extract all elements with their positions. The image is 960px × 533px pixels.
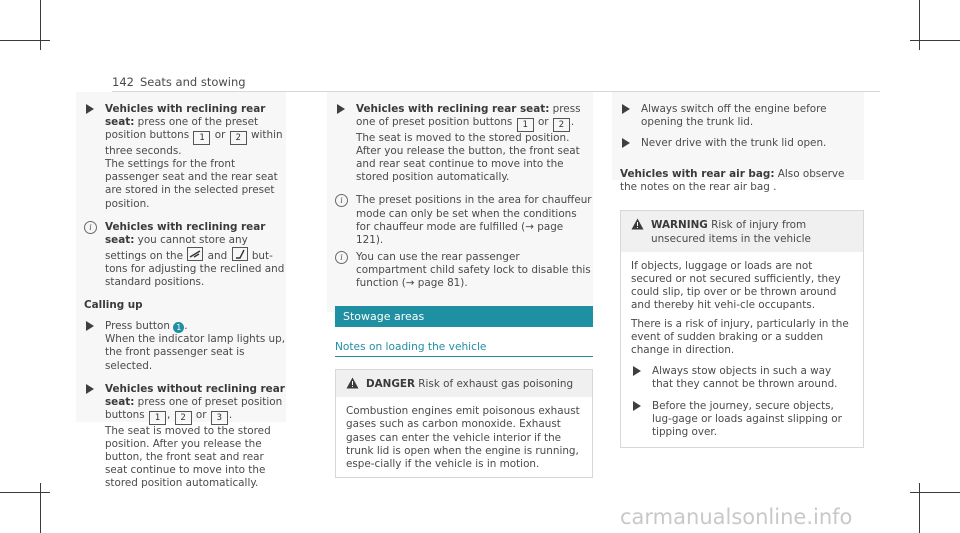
bullet-arrow-icon bbox=[337, 104, 345, 114]
crop-mark bbox=[40, 0, 41, 50]
warning-paragraph: If objects, luggage or loads are not secured or not secured sufficiently, they could slip, tip over or be thrown around and thereby hit vehi-cle occupants. bbox=[631, 259, 841, 311]
info-icon: i bbox=[335, 194, 348, 207]
preset-2-button-icon: 2 bbox=[553, 118, 570, 132]
bullet-arrow-icon bbox=[633, 401, 641, 411]
warning-paragraph: There is a risk of injury, particularly in the event of sudden braking or a sudden change in direction. bbox=[631, 318, 849, 357]
danger-header bbox=[336, 370, 592, 397]
warning-header bbox=[621, 211, 863, 251]
list-item: Always switch off the engine before opening the trunk lid. bbox=[620, 103, 864, 129]
list-item: Before the journey, secure objects, lug-gage or loads against slipping or tipping over. bbox=[631, 400, 853, 439]
bullet-arrow-icon bbox=[86, 104, 94, 114]
crop-mark bbox=[919, 0, 920, 50]
preset-3-button-icon: 3 bbox=[211, 411, 228, 425]
bullet-arrow-icon bbox=[622, 138, 630, 148]
info-note: i Vehicles with reclining rear seat: you cannot store any settings on the and but-tons for adjusting the reclined and standard positions. bbox=[84, 221, 289, 289]
warning-body bbox=[621, 252, 863, 447]
preset-2-button-icon: 2 bbox=[230, 131, 247, 145]
list-item: Vehicles with reclining rear seat: press one of the preset position buttons 1 or 2 within three seconds. The settings for the front passenger seat and the rear seat are stored in the selected preset position. bbox=[84, 103, 289, 211]
preset-1-button-icon: 1 bbox=[517, 118, 534, 132]
bullet-arrow-icon bbox=[86, 384, 94, 394]
list-item: Always stow objects in such a way that they cannot be thrown around. bbox=[631, 365, 853, 391]
danger-label: DANGER bbox=[366, 378, 415, 391]
seat-upright-icon bbox=[232, 247, 248, 261]
section-banner: Stowage areas bbox=[335, 306, 593, 327]
danger-body: Combustion engines emit poisonous exhaust gases such as carbon monoxide. Exhaust gases can enter the vehicle interior if the trunk lid is open when the engine is running, espe-cially if the vehicle is in motion. bbox=[336, 397, 592, 476]
list-item: Never drive with the trunk lid open. bbox=[620, 137, 864, 150]
column-1 bbox=[84, 103, 289, 500]
column-3 bbox=[620, 103, 864, 448]
danger-box bbox=[335, 369, 593, 478]
bullet-arrow-icon bbox=[622, 104, 630, 114]
callout-1-icon: 1 bbox=[173, 322, 184, 333]
crop-mark bbox=[910, 40, 960, 41]
page-header bbox=[112, 75, 246, 89]
list-item: Vehicles with reclining rear seat: press one of preset position buttons 1 or 2 . The seat is moved to the stored position. After you release the button, the front seat and rear seat continue to move into the stored position automatically. bbox=[335, 103, 593, 184]
calling-up-heading: Calling up bbox=[84, 299, 143, 312]
warning-label: WARNING bbox=[651, 219, 708, 232]
info-note: i You can use the rear passenger compartment child safety lock to disable this function (→ page 81). bbox=[335, 251, 593, 290]
page-number: 142 bbox=[112, 75, 134, 89]
section-title: Seats and stowing bbox=[139, 75, 246, 89]
crop-mark bbox=[919, 483, 920, 533]
crop-mark bbox=[0, 40, 50, 41]
airbag-note: Vehicles with rear air bag: Also observe the notes on the rear air bag . bbox=[620, 168, 845, 194]
crop-mark bbox=[0, 492, 50, 493]
warning-triangle-icon bbox=[631, 218, 644, 230]
seat-recline-icon bbox=[187, 247, 203, 261]
subsection-heading: Notes on loading the vehicle bbox=[335, 341, 593, 357]
list-item: Press button 1 . When the indicator lamp lights up, the front passenger seat is selected. bbox=[84, 320, 289, 372]
list-item: Vehicles without reclining rear seat: press one of preset position buttons 1 , 2 or 3 . The seat is moved to the stored position. After you release the button, the front seat and rear seat continue to move into the stored position automatically. bbox=[84, 383, 289, 491]
preset-1-button-icon: 1 bbox=[149, 411, 166, 425]
watermark: carmanualsonline.info bbox=[620, 505, 853, 529]
info-icon: i bbox=[335, 251, 348, 264]
warning-box bbox=[620, 210, 864, 447]
preset-2-button-icon: 2 bbox=[175, 411, 192, 425]
info-note: i The preset positions in the area for chauffeur mode can only be set when the conditions for chauffeur mode are fulfilled (→ page 121). bbox=[335, 194, 593, 246]
bullet-arrow-icon bbox=[633, 366, 641, 376]
bullet-arrow-icon bbox=[86, 321, 94, 331]
info-icon: i bbox=[84, 221, 97, 234]
column-2 bbox=[335, 103, 593, 478]
crop-mark bbox=[910, 492, 960, 493]
warning-title: Risk of injury from unsecured items in the vehicle bbox=[651, 219, 811, 245]
danger-title: Risk of exhaust gas poisoning bbox=[415, 378, 574, 391]
crop-mark bbox=[40, 483, 41, 533]
preset-1-button-icon: 1 bbox=[193, 131, 210, 145]
warning-triangle-icon bbox=[346, 377, 359, 389]
